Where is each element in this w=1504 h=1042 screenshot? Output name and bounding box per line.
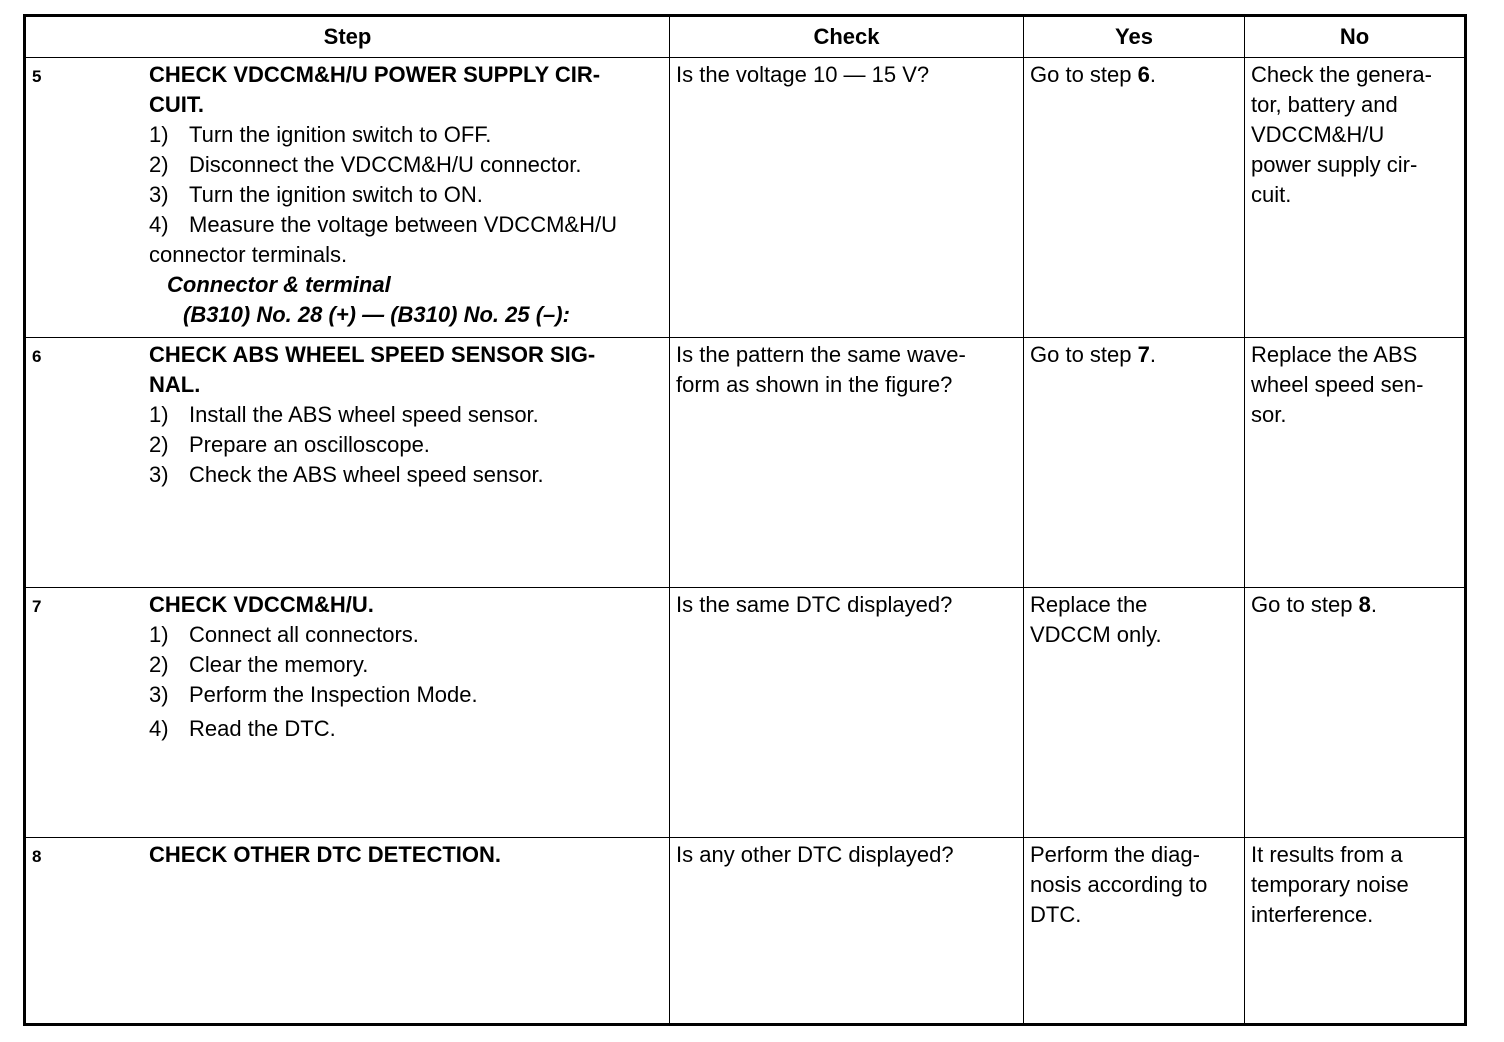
yes-cell: Perform the diag- nosis according to DTC. (1024, 838, 1245, 1025)
list-item: 4) Read the DTC. (149, 716, 336, 741)
header-no: No (1245, 16, 1466, 58)
diagnostic-table (23, 14, 1467, 1026)
header-check: Check (670, 16, 1024, 58)
terminal-spec: (B310) No. 28 (+) — (B310) No. 25 (–): (183, 302, 570, 327)
step-cell (25, 838, 670, 1025)
list-item: 1) Install the ABS wheel speed sensor. (149, 402, 539, 427)
table-row (25, 838, 1466, 1025)
yes-cell: Replace the VDCCM only. (1024, 588, 1245, 838)
list-item: 3) Check the ABS wheel speed sensor. (149, 462, 544, 487)
table-row (25, 588, 1466, 838)
step-number: 5 (32, 67, 42, 86)
header-row (25, 16, 1466, 58)
header-step: Step (25, 16, 670, 58)
check-cell: Is the voltage 10 — 15 V? (670, 58, 1024, 338)
list-item: 3) Turn the ignition switch to ON. (149, 182, 483, 207)
step-title: CUIT. (149, 92, 204, 117)
step-number: 7 (32, 597, 42, 616)
step-number: 8 (32, 847, 42, 866)
yes-cell: Go to step 6. (1024, 58, 1245, 338)
step-title: CHECK VDCCM&H/U. (149, 592, 374, 617)
no-cell: Replace the ABS wheel speed sen- sor. (1245, 338, 1466, 588)
header-yes: Yes (1024, 16, 1245, 58)
step-cell (25, 588, 670, 838)
step-title: NAL. (149, 372, 201, 397)
step-title: CHECK OTHER DTC DETECTION. (149, 842, 501, 867)
connector-label: Connector & terminal (167, 272, 391, 297)
list-item: 2) Clear the memory. (149, 652, 369, 677)
step-title: CHECK VDCCM&H/U POWER SUPPLY CIR- (149, 62, 601, 87)
list-item: 3) Perform the Inspection Mode. (149, 682, 478, 707)
check-cell: Is the pattern the same wave- form as shown in the figure? (670, 338, 1024, 588)
list-item: 1) Connect all connectors. (149, 622, 419, 647)
step-cell (25, 58, 670, 338)
list-item: 2) Disconnect the VDCCM&H/U connector. (149, 152, 582, 177)
step-title: CHECK ABS WHEEL SPEED SENSOR SIG- (149, 342, 596, 367)
no-cell: It results from a temporary noise interference. (1245, 838, 1466, 1025)
step-cell (25, 338, 670, 588)
list-item: 2) Prepare an oscilloscope. (149, 432, 430, 457)
table-row (25, 338, 1466, 588)
check-cell: Is any other DTC displayed? (670, 838, 1024, 1025)
check-cell: Is the same DTC displayed? (670, 588, 1024, 838)
yes-cell: Go to step 7. (1024, 338, 1245, 588)
list-item: 4) Measure the voltage between VDCCM&H/U (149, 212, 617, 237)
list-item: 1) Turn the ignition switch to OFF. (149, 122, 492, 147)
list-item-continuation: connector terminals. (149, 242, 348, 267)
step-number: 6 (32, 347, 42, 366)
table-row (25, 58, 1466, 338)
no-cell: Check the genera- tor, battery and VDCCM&H/U power supply cir- cuit. (1245, 58, 1466, 338)
no-cell: Go to step 8. (1245, 588, 1466, 838)
